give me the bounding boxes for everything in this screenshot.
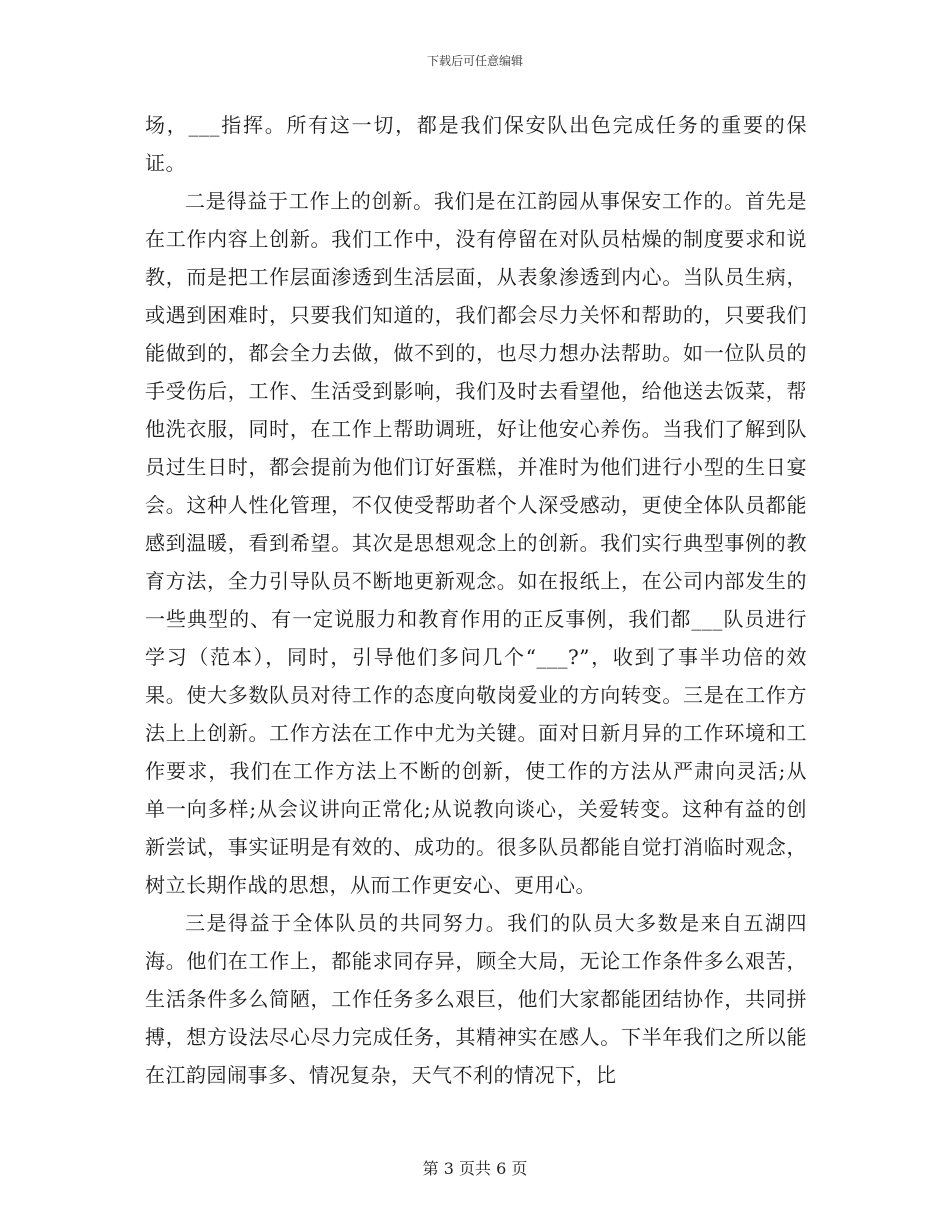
paragraph-3: 三是得益于全体队员的共同努力。我们的队员大多数是来自五湖四海。他们在工作上，都能求同存异，顾全大局，无论工作条件多么艰苦，生活条件多么简陋，工作任务多么艰巨，他们大家都能团结协作，共同拼搏，想方设法尽心尽力完成任务，其精神实在感人。下半年我们之所以能在江韵园闹事多、情况复杂，天气不利的情况下，比 — [145, 911, 807, 1087]
document-body — [145, 106, 807, 1094]
page-header: 下载后可任意编辑 — [426, 54, 523, 68]
paragraph-2: 二是得益于工作上的创新。我们是在江韵园从事保安工作的。首先是在工作内容上创新。我们工作中，没有停留在对队员枯燥的制度要求和说教，而是把工作层面渗透到生活层面，从表象渗透到内心。当队员生病，或遇到困难时，只要我们知道的，我们都会尽力关怀和帮助的，只要我们能做到的，都会全力去做，做不到的，也尽力想办法帮助。如一位队员的手受伤后，工作、生活受到影响，我们及时去看望他，给他送去饭菜，帮他洗衣服，同时，在工作上帮助调班，好让他安心养伤。当我们了解到队员过生日时，都会提前为他们订好蛋糕，并准时为他们进行小型的生日宴会。这种人性化管理，不仅使受帮助者个人深受感动，更使全体队员都能感到温暖，看到希望。其次是思想观念上的创新。我们实行典型事例的教育方法，全力引导队员不断地更新观念。如在报纸上，在公司内部发生的一些典型的、有一定说服力和教育作用的正反事例，我们都___队员进行学习（范本），同时，引导他们多问几个“___?”，收到了事半功倍的效果。使大多数队员对待工作的态度向敬岗爱业的方向转变。三是在工作方法上上创新。工作方法在工作中尤为关键。面对日新月异的工作环境和工作要求，我们在工作方法上不断的创新，使工作的方法从严肃向灵活;从单一向多样;从会议讲向正常化;从说教向谈心，关爱转变。这种有益的创新尝试，事实证明是有效的、成功的。很多队员都能自觉打消临时观念，树立长期作战的思想，从而工作更安心、更用心。 — [145, 189, 807, 897]
page-footer: 第 3 页共 6 页 — [422, 1159, 528, 1178]
paragraph-1: 场，___指挥。所有这一切，都是我们保安队出色完成任务的重要的保证。 — [145, 113, 807, 175]
